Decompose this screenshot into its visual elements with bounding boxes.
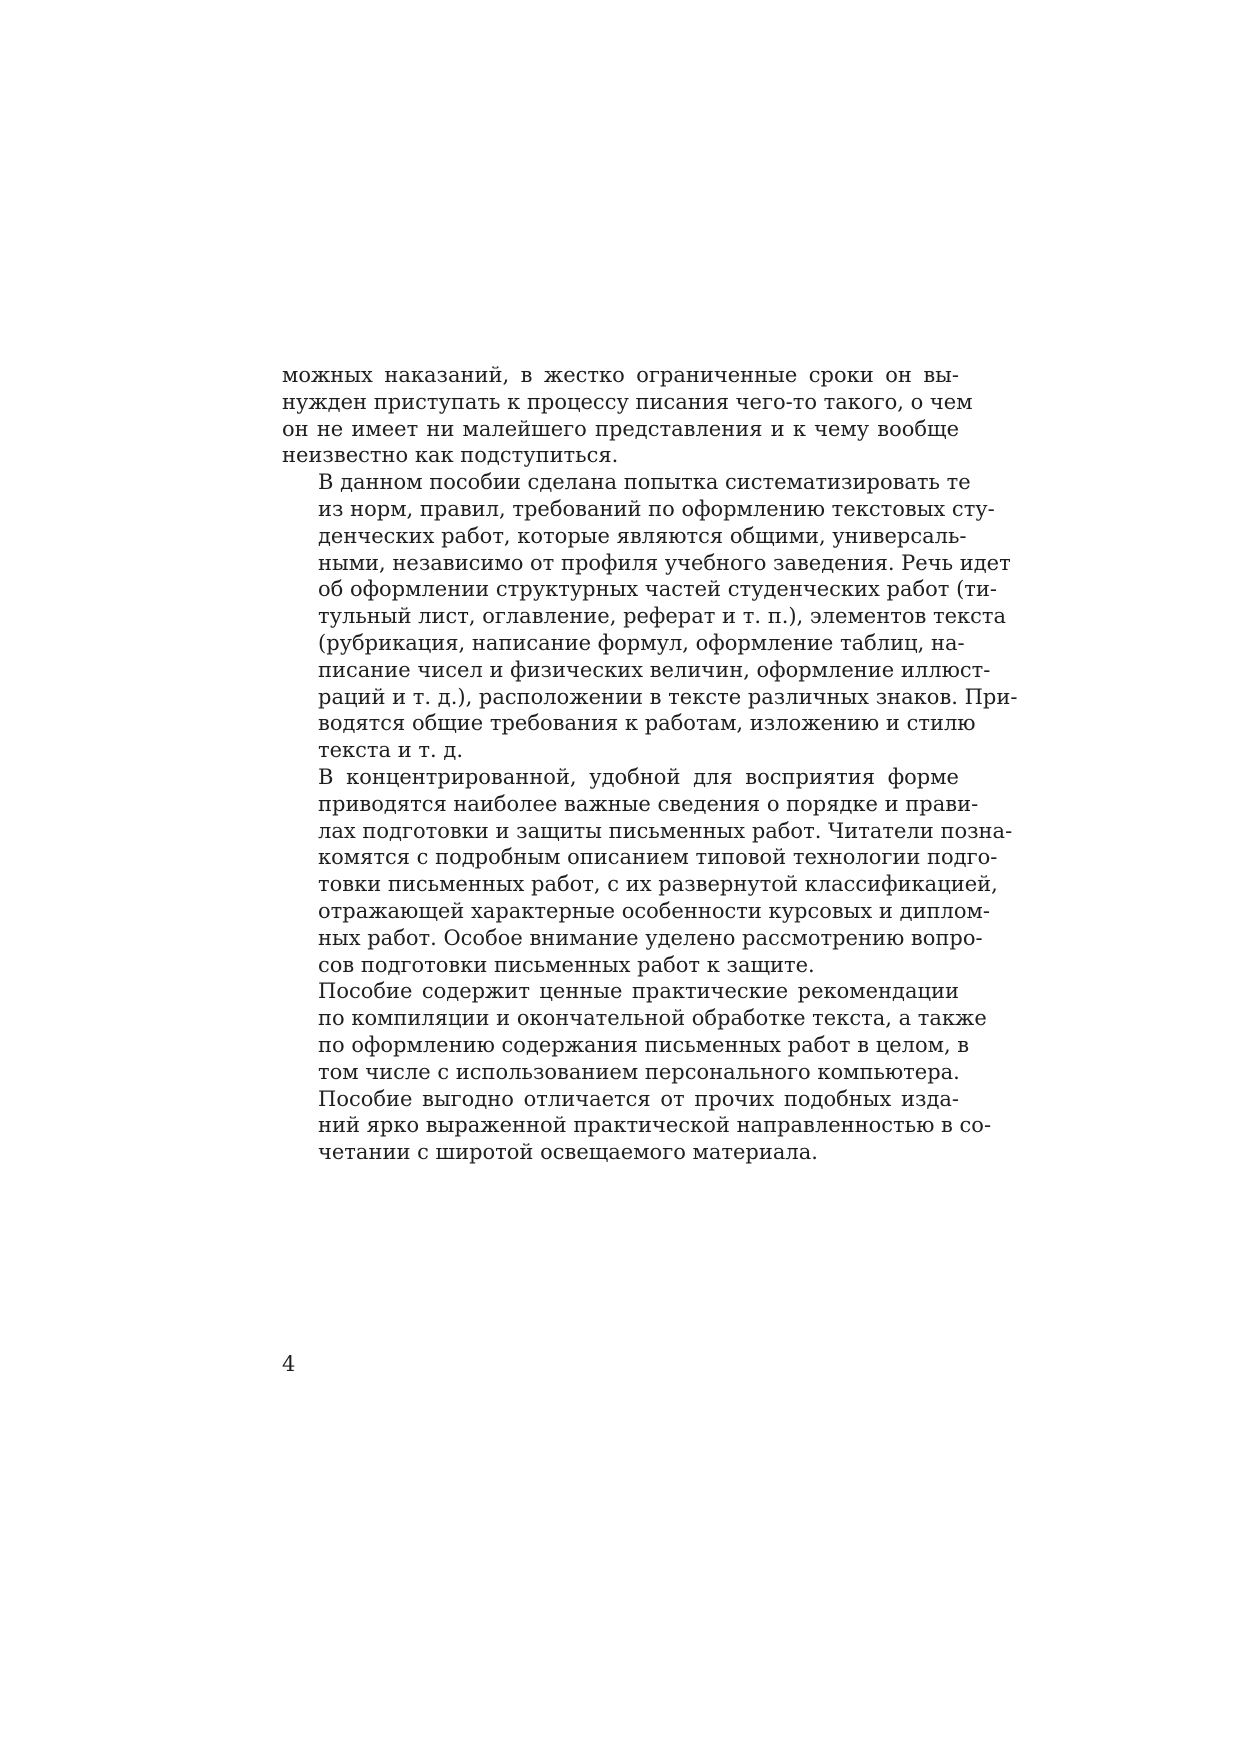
text-line: из норм, правил, требований по оформлению текстовых сту-: [318, 496, 995, 521]
page-number: 4: [282, 1352, 296, 1376]
paragraph: [282, 978, 987, 1085]
text-line: водятся общие требования к работам, изложению и стилю: [318, 711, 976, 736]
paragraph: [282, 764, 1013, 978]
text-line: сов подготовки письменных работ к защите.: [318, 952, 815, 977]
text-line: том числе с использованием персонального компьютера.: [318, 1059, 960, 1084]
body-text: [282, 362, 1018, 1166]
text-line: тульный лист, оглавление, реферат и т. п.), элементов текста: [318, 604, 1007, 629]
text-line: ний ярко выраженной практической направленностью в со-: [318, 1113, 992, 1138]
text-line: денческих работ, которые являются общими, универсаль-: [318, 523, 967, 548]
text-line: ными, независимо от профиля учебного заведения. Речь идет: [318, 550, 1011, 575]
text-line: ных работ. Особое внимание уделено рассмотрению вопро-: [318, 925, 983, 950]
text-line: Пособие содержит ценные практические рекомендации: [318, 979, 959, 1004]
text-line: писание чисел и физических величин, оформление иллюст-: [318, 657, 991, 682]
text-line: можных наказаний, в жестко ограниченные сроки он вы-: [282, 363, 959, 387]
paragraph: [282, 469, 1018, 764]
text-line: четании с широтой освещаемого материала.: [318, 1140, 818, 1165]
text-line: неизвестно как подступиться.: [282, 443, 619, 468]
paragraph: [282, 1086, 992, 1166]
text-line: по компиляции и окончательной обработке текста, а также: [318, 1006, 987, 1031]
text-line: он не имеет ни малейшего представления и к чему вообще: [282, 416, 959, 441]
text-line: товки письменных работ, с их развернутой классификацией,: [318, 872, 998, 897]
text-line: об оформлении структурных частей студенческих работ (ти-: [318, 577, 997, 602]
text-line: приводятся наиболее важные сведения о порядке и прави-: [318, 791, 979, 816]
text-line: отражающей характерные особенности курсовых и диплом-: [318, 898, 990, 923]
text-line: комятся с подробным описанием типовой технологии подго-: [318, 845, 998, 870]
text-line: нужден приступать к процессу писания чего-то такого, о чем: [282, 389, 973, 414]
text-line: текста и т. д.: [318, 738, 463, 763]
text-line: лах подготовки и защиты письменных работ. Читатели позна-: [318, 818, 1013, 843]
text-line: В данном пособии сделана попытка систематизировать те: [318, 470, 971, 495]
text-line: раций и т. д.), расположении в тексте различных знаков. При-: [318, 684, 1018, 709]
text-line: В концентрированной, удобной для восприятия форме: [318, 764, 959, 789]
text-line: (рубрикация, написание формул, оформление таблиц, на-: [318, 630, 965, 655]
text-line: Пособие выгодно отличается от прочих подобных изда-: [318, 1086, 959, 1111]
text-line: по оформлению содержания письменных работ в целом, в: [318, 1032, 970, 1057]
paragraph: [282, 362, 973, 469]
